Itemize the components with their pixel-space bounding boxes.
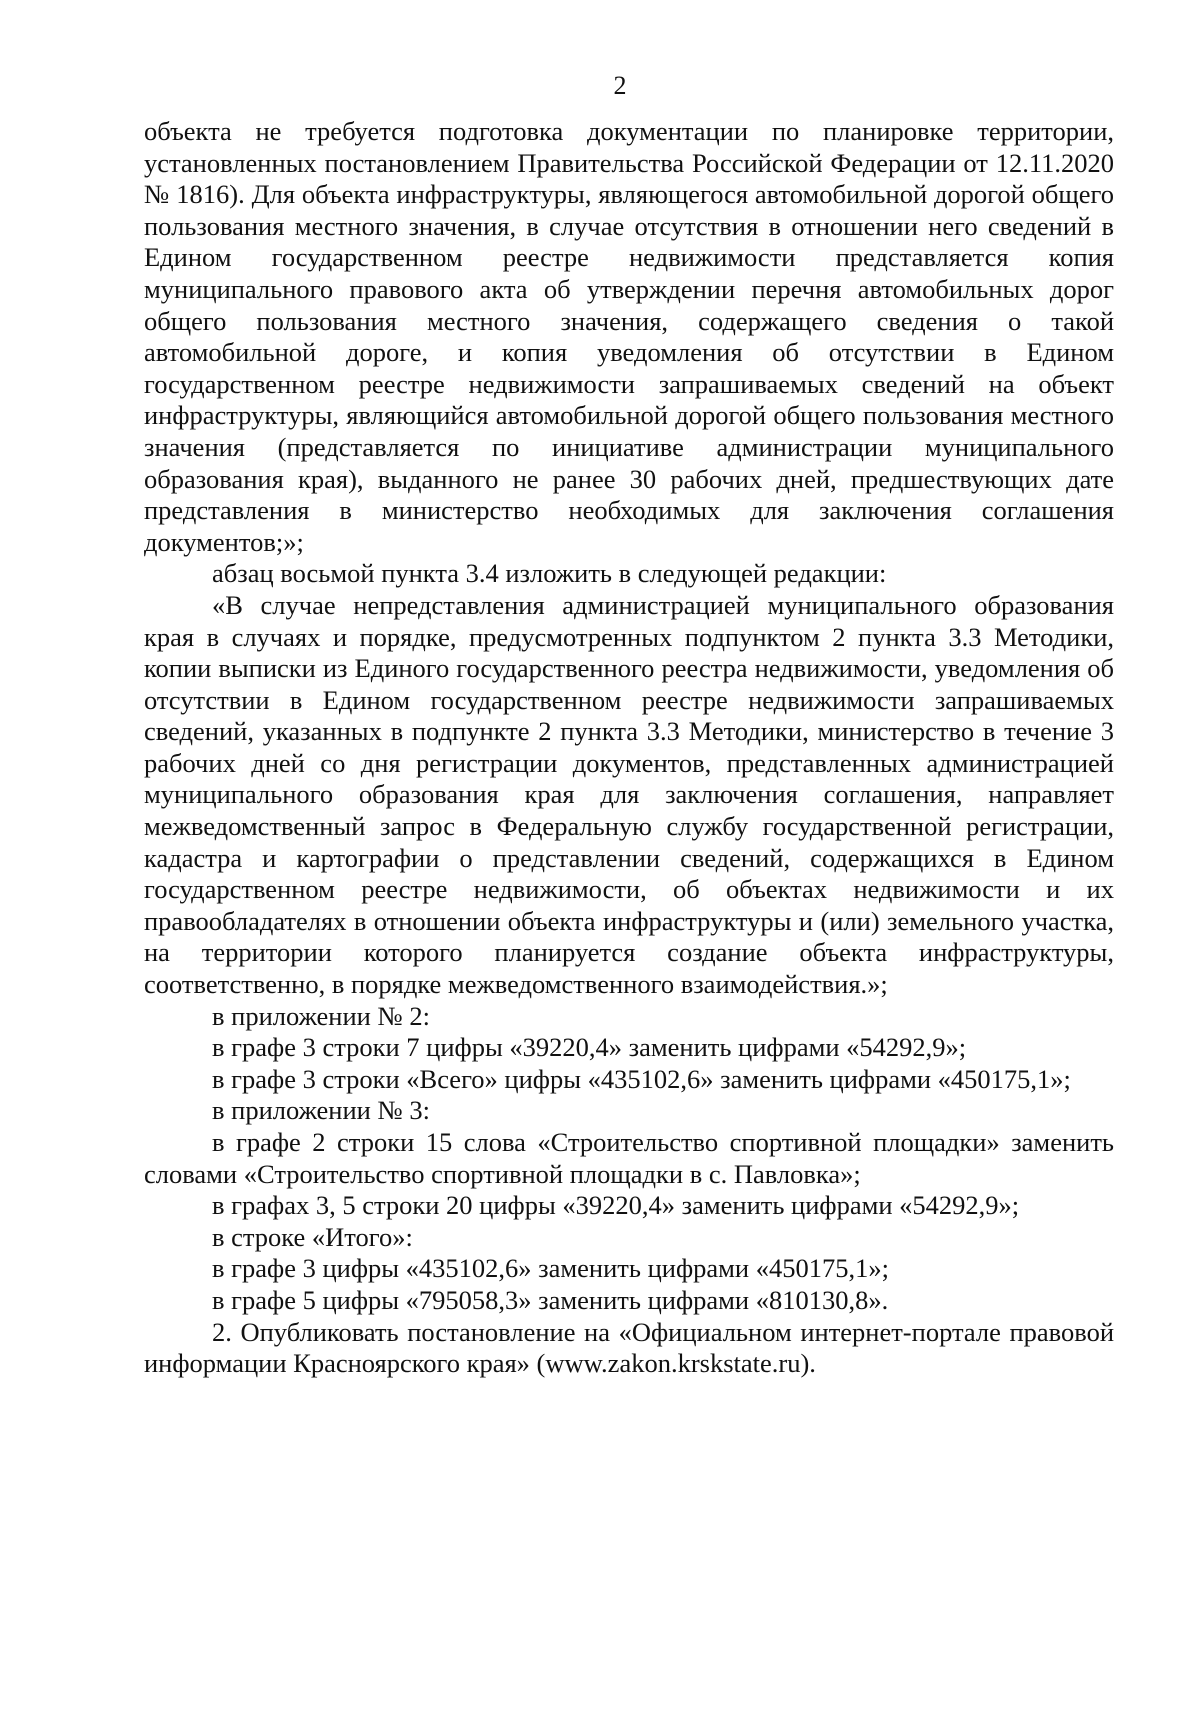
- paragraph-appendix-2-total: в графе 3 строки «Всего» цифры «435102,6» заменить цифрами «450175,1»;: [212, 1063, 1071, 1094]
- paragraph-itogo-column-5: в графе 5 цифры «795058,3» заменить цифрами «810130,8».: [212, 1284, 889, 1315]
- paragraph-appendix-3-row-20: в графах 3, 5 строки 20 цифры «39220,4» заменить цифрами «54292,9»;: [212, 1190, 1020, 1221]
- paragraph-new-wording: «В случае непредставления администрацией муниципального образования края в случаях и порядке, предусмотренных подпунктом 2 пункта 3.3 Методики, копии выписки из Единого государственного реестра недвижимости, уведомления об отсутствии в Едином государственном реестре недвижимости запрашиваемых сведений, указанных в подпункте 2 пункта 3.3 Методики, министерство в течение 3 рабочих дней со дня регистрации документов, представленных администрацией муниципального образования края для заключения соглашения, направляет межведомственный запрос в Федеральную службу государственной регистрации, кадастра и картографии о представлении сведений, содержащихся в Едином государственном реестре недвижимости, об объектах недвижимости и их правообладателях в отношении объекта инфраструктуры и (или) земельного участка, на территории которого планируется создание объекта инфраструктуры, соответственно, в порядке межведомственного взаимодействия.»;: [144, 589, 1114, 1000]
- paragraph-appendix-3-row-15: в графе 2 строки 15 слова «Строительство спортивной площадки» заменить словами «Строительство спортивной площадки в с. Павловка»;: [144, 1127, 1114, 1189]
- paragraph-appendix-3: в приложении № 3:: [212, 1095, 430, 1126]
- paragraph-continuation: объекта не требуется подготовка документации по планировке территории, установленных постановлением Правительства Российской Федерации от 12.11.2020 № 1816). Для объекта инфраструктуры, являющегося автомобильной дорогой общего пользования местного значения, в случае отсутствия в отношении него сведений в Едином государственном реестре недвижимости представляется копия муниципального правового акта об утверждении перечня автомобильных дорог общего пользования местного значения, содержащего сведения о такой автомобильной дороге, и копия уведомления об отсутствии в Едином государственном реестре недвижимости запрашиваемых сведений на объект инфраструктуры, являющийся автомобильной дорогой общего пользования местного значения (представляется по инициативе администрации муниципального образования края), выданного не ранее 30 рабочих дней, предшествующих дате представления в министерство необходимых для заключения соглашения документов;»;: [144, 116, 1114, 557]
- paragraph-appendix-2-row-7: в графе 3 строки 7 цифры «39220,4» заменить цифрами «54292,9»;: [212, 1032, 967, 1063]
- page-number: 2: [613, 71, 627, 100]
- document-body: [144, 116, 1114, 1380]
- paragraph-itogo-row: в строке «Итого»:: [212, 1221, 413, 1252]
- paragraph-itogo-column-3: в графе 3 цифры «435102,6» заменить цифрами «450175,1»;: [212, 1253, 889, 1284]
- paragraph-amend-3-4: абзац восьмой пункта 3.4 изложить в следующей редакции:: [212, 558, 887, 589]
- paragraph-appendix-2: в приложении № 2:: [212, 1000, 430, 1031]
- paragraph-publish: 2. Опубликовать постановление на «Официальном интернет-портале правовой информации Красноярского края» (www.zakon.krskstate.ru).: [144, 1316, 1114, 1379]
